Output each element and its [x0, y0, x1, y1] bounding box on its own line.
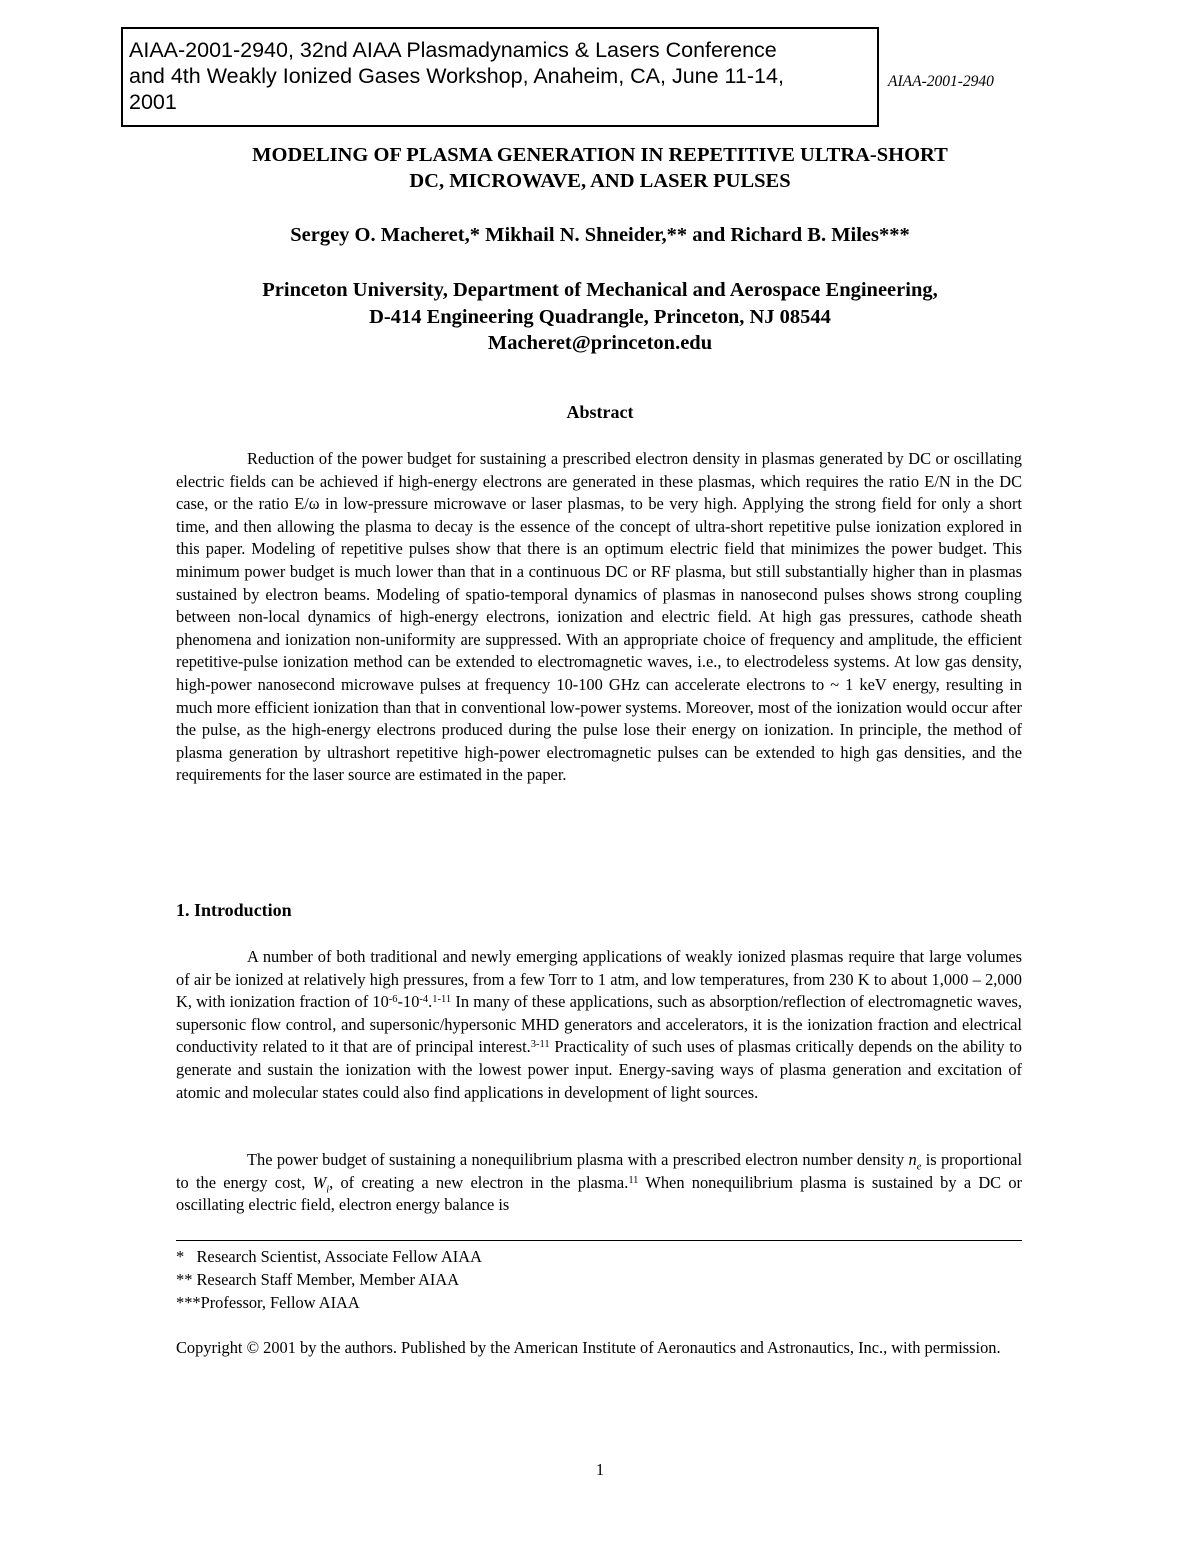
- conference-line-1: AIAA-2001-2940, 32nd AIAA Plasmadynamics & Lasers Conference: [129, 38, 777, 62]
- intro-p1-text-1: A number of both traditional and newly emerging applications of weakly ionized plasmas require that large volumes of air be ionized at relatively high pressures, from a few Torr to 1 atm, and low temperatures, from 230 K to about 1,000 – 2,000 K, with ionization fraction of 10: [176, 947, 1022, 1012]
- conference-line-3: 2001: [129, 90, 177, 114]
- affiliation: [150, 277, 1050, 357]
- intro-p1-text-3: Practicality of such uses of plasmas critically depends on the ability to generate and sustain the ionization with the lowest power input. Energy-saving ways of plasma generation and excitation of atomic and molecular states could also find applications in development of light sources.: [176, 1037, 1022, 1102]
- author-email[interactable]: Macheret@princeton.edu: [487, 332, 713, 354]
- title-line-1: MODELING OF PLASMA GENERATION IN REPETITIVE ULTRA-SHORT: [252, 144, 948, 166]
- footnote-2: ** Research Staff Member, Member AIAA: [176, 1270, 460, 1289]
- authors: Sergey O. Macheret,* Mikhail N. Shneider,** and Richard B. Miles***: [290, 224, 910, 246]
- var-n-subscript: e: [916, 1161, 922, 1173]
- intro-p1-text-mid-1: -10: [397, 992, 420, 1012]
- abstract-body: Reduction of the power budget for sustaining a prescribed electron density in plasmas generated by DC or oscillating electric fields can be achieved if high-energy electrons are generated in these plasmas, which requires the ratio E/N in the DC case, or the ratio E/ω in low-pressure microwave or laser plasmas, to be very high. Applying the strong field for only a short time, and then allowing the plasma to decay is the essence of the concept of ultra-short repetitive pulse ionization explored in this paper. Modeling of repetitive pulses show that there is an optimum electric field that minimizes the power budget. This minimum power budget is much lower than that in a continuous DC or RF plasma, but still substantially higher than in plasmas sustained by electron beams. Modeling of spatio-temporal dynamics of plasmas in nanosecond pulses shows strong coupling between non-local dynamics of high-energy electrons, ionization and electric field. At high gas pressures, cathode sheath phenomena and ionization non-uniformity are suppressed. With an appropriate choice of frequency and amplitude, the efficient repetitive-pulse ionization method can be extended to electromagnetic waves, i.e., to electrodeless systems. At low gas density, high-power nanosecond microwave pulses at frequency 10-100 GHz can accelerate electrons to ~ 1 keV energy, resulting in much more efficient ionization than that in conventional low-power systems. Moreover, most of the ionization would occur after the pulse, as the high-energy electrons produced during the pulse lose their energy on ionization. In principle, the method of plasma generation by ultrashort repetitive high-power electromagnetic pulses can be extended to high gas densities, and the requirements for the laser source are estimated in the paper.: [176, 449, 1022, 785]
- page-number: 1: [595, 1460, 605, 1479]
- intro-p1-citation-1: 1-11: [432, 994, 452, 1006]
- conference-header-box: [121, 27, 879, 127]
- introduction-paragraph-1: [176, 946, 1022, 1104]
- intro-p1-citation-2: 3-11: [530, 1039, 550, 1051]
- intro-p1-superscript-1: -6: [388, 994, 398, 1006]
- var-n: n: [908, 1150, 917, 1169]
- introduction-paragraph-2: [176, 1149, 1022, 1217]
- affiliation-line-2: D-414 Engineering Quadrangle, Princeton, NJ 08544: [369, 305, 831, 328]
- affiliation-line-1: Princeton University, Department of Mechanical and Aerospace Engineering,: [262, 279, 938, 301]
- intro-p1-text-2: In many of these applications, such as absorption/reflection of electromagnetic waves, supersonic flow control, and supersonic/hypersonic MHD generators and accelerators, it is the ionization fraction and electrical conductivity related to it that are of principal interest.: [176, 992, 1022, 1057]
- conference-line-2: and 4th Weakly Ionized Gases Workshop, Anaheim, CA, June 11-14,: [129, 64, 784, 88]
- introduction-heading: 1. Introduction: [176, 900, 292, 920]
- intro-p1-text-mid-2: .: [428, 992, 433, 1012]
- intro-p2-text-1: The power budget of sustaining a nonequilibrium plasma with a prescribed electron number density: [247, 1150, 909, 1169]
- copyright-notice: Copyright © 2001 by the authors. Published by the American Institute of Aeronautics and Astronautics, Inc., with permission.: [176, 1338, 1001, 1357]
- abstract-heading: Abstract: [566, 402, 634, 422]
- intro-p2-text-3: , of creating a new electron in the plasma.: [329, 1172, 629, 1192]
- footnote-1: * Research Scientist, Associate Fellow AIAA: [176, 1247, 482, 1266]
- title-line-2: DC, MICROWAVE, AND LASER PULSES: [409, 170, 791, 192]
- intro-p1-superscript-2: -4: [419, 994, 429, 1006]
- footnote-3: ***Professor, Fellow AIAA: [176, 1293, 360, 1312]
- intro-p2-citation: 11: [628, 1174, 639, 1186]
- var-w-subscript: i: [326, 1183, 330, 1195]
- intro-p2-text-4: When nonequilibrium plasma is sustained by a DC or oscillating electric field, electron energy balance is: [176, 1172, 1023, 1215]
- footnote-divider: [176, 1240, 1022, 1241]
- footnotes: [176, 1245, 482, 1314]
- paper-title: [150, 142, 1050, 194]
- var-w: W: [312, 1172, 327, 1192]
- report-id: AIAA-2001-2940: [888, 73, 994, 90]
- intro-p2-text-2: is proportional to the energy cost,: [176, 1150, 1023, 1192]
